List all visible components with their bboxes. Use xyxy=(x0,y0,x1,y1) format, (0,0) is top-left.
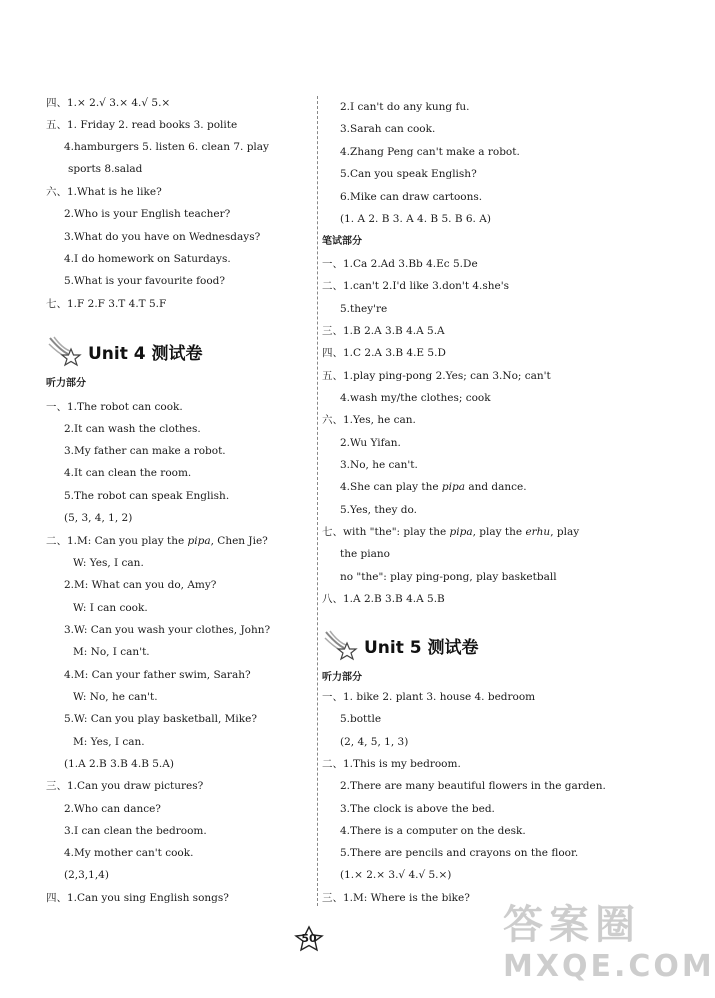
column-divider xyxy=(317,96,318,906)
answer-line: 三、1.B 2.A 3.B 4.A 5.A xyxy=(322,325,445,337)
answer-line: W: No, he can't. xyxy=(73,691,158,703)
italic-word: pipa xyxy=(187,535,211,547)
answer-line: 4.There is a computer on the desk. xyxy=(340,825,526,837)
italic-word: pipa xyxy=(441,481,465,493)
page-number-badge xyxy=(289,926,329,952)
answer-line: 5.The robot can speak English. xyxy=(64,490,230,502)
section-heading: 听力部分 xyxy=(46,378,86,389)
answer-line: 二、1.can't 2.I'd like 3.don't 4.she's xyxy=(322,280,510,292)
answer-line: 2.Who is your English teacher? xyxy=(64,208,231,220)
text-span: 七、with "the": play the xyxy=(322,526,450,538)
text-span: 二、1.M: Can you play the xyxy=(46,535,188,547)
answer-line: W: Yes, I can. xyxy=(73,557,144,569)
unit5-title-text: Unit 5 测试卷 xyxy=(364,637,479,658)
answer-line: M: Yes, I can. xyxy=(73,736,145,748)
answer-line: 五、1. Friday 2. read books 3. polite xyxy=(46,119,238,131)
unit4-title xyxy=(48,336,203,366)
answer-line: 3.The clock is above the bed. xyxy=(340,803,495,815)
section-heading: 听力部分 xyxy=(322,672,362,683)
answer-line: (1.× 2.× 3.√ 4.√ 5.×) xyxy=(340,869,452,881)
answer-line: 五、1.play ping-pong 2.Yes; can 3.No; can't xyxy=(322,370,551,382)
watermark xyxy=(503,900,715,996)
answer-line: 一、1.Ca 2.Ad 3.Bb 4.Ec 5.De xyxy=(322,258,478,270)
answer-line: 2.Who can dance? xyxy=(64,803,161,815)
watermark-bottom-text: MXQE.COM xyxy=(503,949,715,984)
text-span: , Chen Jie? xyxy=(210,535,268,547)
answer-line: 3.Sarah can cook. xyxy=(340,123,436,135)
answer-line: M: No, I can't. xyxy=(73,646,150,658)
answer-line: (2,3,1,4) xyxy=(64,869,109,881)
answer-line: 六、1.Yes, he can. xyxy=(322,414,416,426)
answer-line: 六、1.What is he like? xyxy=(46,186,162,198)
answer-line: 二、1.This is my bedroom. xyxy=(322,758,461,770)
text-span: 4.She can play the xyxy=(340,481,442,493)
answer-line: sports 8.salad xyxy=(68,163,143,175)
text-span: and dance. xyxy=(464,481,527,493)
answer-line xyxy=(340,480,527,494)
shooting-star-icon xyxy=(48,336,82,366)
answer-line: (5, 3, 4, 1, 2) xyxy=(64,512,133,524)
answer-line: 4.My mother can't cook. xyxy=(64,847,194,859)
answer-line: 四、1.C 2.A 3.B 4.E 5.D xyxy=(322,347,446,359)
answer-line: 5.W: Can you play basketball, Mike? xyxy=(64,713,257,725)
answer-line: 一、1.The robot can cook. xyxy=(46,401,183,413)
answer-line: 2.M: What can you do, Amy? xyxy=(64,579,217,591)
answer-line: 6.Mike can draw cartoons. xyxy=(340,191,483,203)
answer-line: 5.Can you speak English? xyxy=(340,168,477,180)
answer-line: 4.M: Can your father swim, Sarah? xyxy=(64,669,251,681)
answer-line: 四、1.× 2.√ 3.× 4.√ 5.× xyxy=(46,97,171,109)
answer-line: 3.What do you have on Wednesdays? xyxy=(64,231,261,243)
answer-line xyxy=(322,525,579,539)
answer-line: 三、1.M: Where is the bike? xyxy=(322,892,470,904)
italic-word: pipa xyxy=(449,526,473,538)
answer-line: 2.It can wash the clothes. xyxy=(64,423,201,435)
answer-line: 3.My father can make a robot. xyxy=(64,445,226,457)
section-heading: 笔试部分 xyxy=(322,236,362,247)
answer-line: 3.No, he can't. xyxy=(340,459,418,471)
answer-line: 5.Yes, they do. xyxy=(340,504,417,516)
answer-line: 5.There are pencils and crayons on the floor. xyxy=(340,847,579,859)
answer-line: 2.There are many beautiful flowers in the garden. xyxy=(340,780,606,792)
answer-line: no "the": play ping-pong, play basketball xyxy=(340,571,557,583)
answer-line: 3.W: Can you wash your clothes, John? xyxy=(64,624,271,636)
text-span: , play the xyxy=(472,526,526,538)
text-span: , play xyxy=(550,526,580,538)
answer-line: 5.bottle xyxy=(340,713,382,725)
answer-line xyxy=(46,534,268,548)
watermark-top-text: 答案圈 xyxy=(503,902,641,948)
answer-line: (2, 4, 5, 1, 3) xyxy=(340,736,409,748)
answer-line: 4.Zhang Peng can't make a robot. xyxy=(340,146,520,158)
answer-line: 4.hamburgers 5. listen 6. clean 7. play xyxy=(64,141,269,153)
answer-line: (1. A 2. B 3. A 4. B 5. B 6. A) xyxy=(340,213,491,225)
answer-line: 八、1.A 2.B 3.B 4.A 5.B xyxy=(322,593,445,605)
answer-line: 3.I can clean the bedroom. xyxy=(64,825,207,837)
answer-line: 一、1. bike 2. plant 3. house 4. bedroom xyxy=(322,691,536,703)
italic-word: erhu xyxy=(525,526,551,538)
shooting-star-icon xyxy=(324,630,358,660)
page-number: 50 xyxy=(301,932,317,945)
answer-line: W: I can cook. xyxy=(73,602,148,614)
answer-line: 4.It can clean the room. xyxy=(64,467,192,479)
answer-line: 4.I do homework on Saturdays. xyxy=(64,253,231,265)
answer-line: 5.they're xyxy=(340,303,388,315)
unit5-title xyxy=(324,630,479,660)
answer-line: 4.wash my/the clothes; cook xyxy=(340,392,491,404)
answer-line: 四、1.Can you sing English songs? xyxy=(46,892,229,904)
answer-line: the piano xyxy=(340,548,390,560)
answer-line: (1.A 2.B 3.B 4.B 5.A) xyxy=(64,758,174,770)
answer-line: 2.Wu Yifan. xyxy=(340,437,401,449)
answer-line: 三、1.Can you draw pictures? xyxy=(46,780,204,792)
unit4-title-text: Unit 4 测试卷 xyxy=(88,343,203,364)
answer-line: 2.I can't do any kung fu. xyxy=(340,101,470,113)
answer-line: 5.What is your favourite food? xyxy=(64,275,226,287)
answer-line: 七、1.F 2.F 3.T 4.T 5.F xyxy=(46,298,167,310)
